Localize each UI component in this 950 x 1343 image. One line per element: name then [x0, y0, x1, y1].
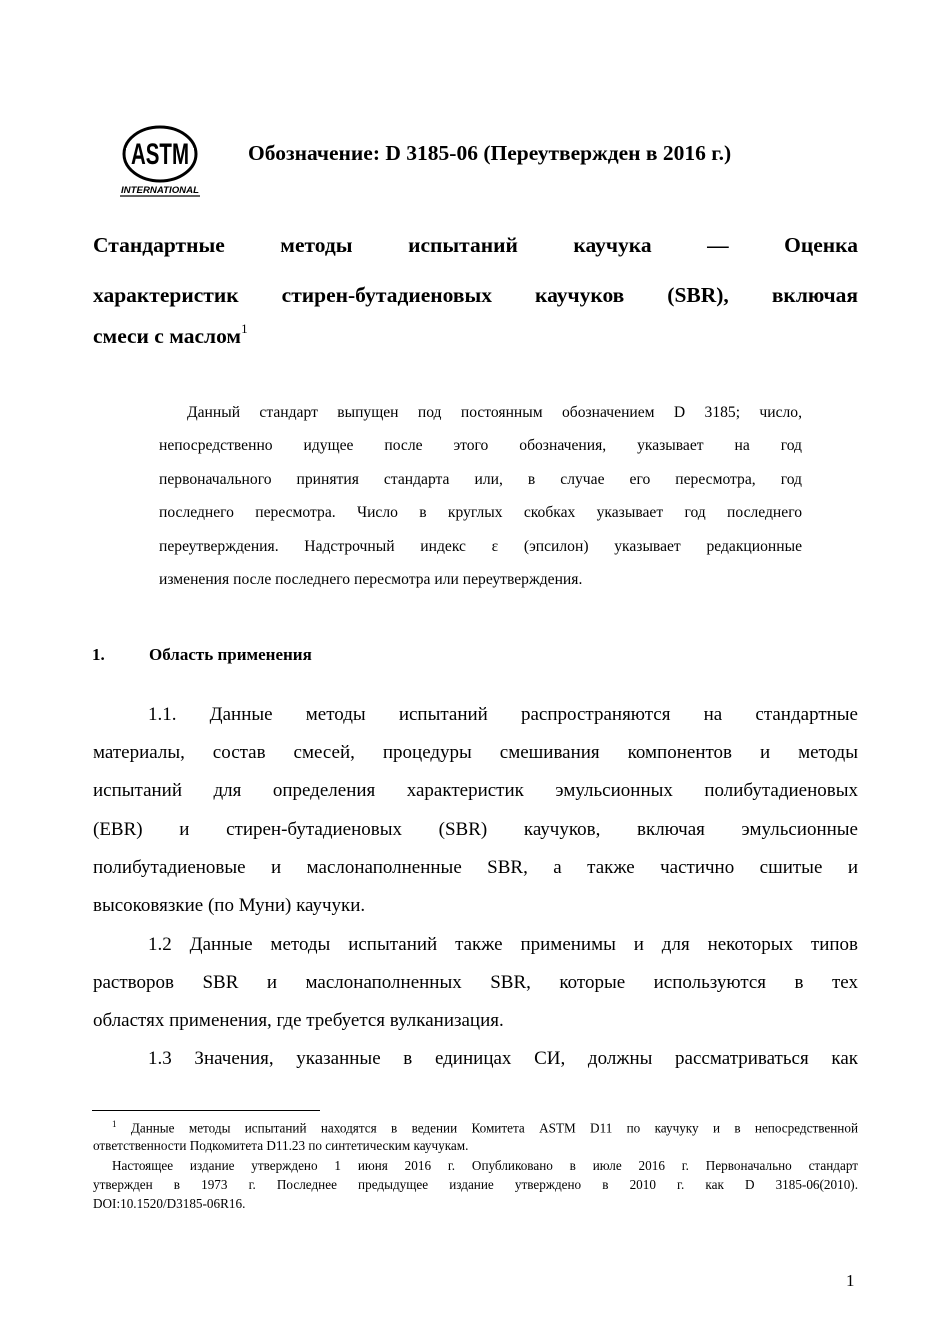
footnote-line [112, 1119, 858, 1136]
body-line: полибутадиеновые и маслонаполненные SBR, а также частично сшитые и [93, 857, 858, 878]
footnote-line: Настоящее издание утверждено 1 июня 2016 г. Опубликовано в июле 2016 г. Первоначально стандарт [112, 1158, 858, 1173]
logo-text-bottom: INTERNATIONAL [121, 185, 200, 196]
page-number: 1 [846, 1271, 855, 1290]
section-number: 1. [92, 645, 105, 664]
preface-line: первоначального принятия стандарта или, в случае его пересмотра, год [159, 471, 802, 488]
footnote-text: Данные методы испытаний находятся в ведении Комитета ASTM D11 по каучуку и в непосредственной [130, 1120, 859, 1136]
title-line: Стандартные методы испытаний каучука — Оценка [93, 233, 858, 257]
section-title: Область применения [149, 645, 312, 664]
footnote-separator [92, 1110, 320, 1111]
footnote-reference: 1 [241, 321, 248, 336]
title-line: характеристик стирен-бутадиеновых каучуков (SBR), включая [93, 283, 858, 307]
body-line: материалы, состав смесей, процедуры смешивания компонентов и методы [93, 742, 858, 763]
body-line: 1.3 Значения, указанные в единицах СИ, должны рассматриваться как [148, 1048, 858, 1069]
body-line: растворов SBR и маслонаполненных SBR, которые используются в тех [93, 972, 858, 993]
preface-line: последнего пересмотра. Число в круглых скобках указывает год последнего [159, 504, 802, 521]
body-line: (EBR) и стирен-бутадиеновых (SBR) каучуков, включая эмульсионные [93, 819, 858, 840]
preface-line: Данный стандарт выпущен под постоянным обозначением D 3185; число, [187, 404, 802, 421]
preface-line: изменения после последнего пересмотра или переутверждения. [159, 571, 583, 588]
body-line: 1.2 Данные методы испытаний также применимы и для некоторых типов [148, 934, 858, 955]
footnote-line: ответственности Подкомитета D11.23 по синтетическим каучукам. [93, 1138, 469, 1153]
body-line: высоковязкие (по Муни) каучуки. [93, 895, 366, 916]
body-line: испытаний для определения характеристик эмульсионных полибутадиеновых [93, 780, 858, 801]
title-line [93, 323, 858, 349]
footnote-line: DOI:10.1520/D3185-06R16. [93, 1196, 246, 1211]
title-line-text: смеси с маслом [93, 324, 242, 349]
logo-text-top: ASTM [131, 138, 189, 171]
footnote-line: утвержден в 1973 г. Последнее предыдущее издание утверждено в 2010 г. как D 3185-06(2010). [93, 1177, 858, 1192]
preface-line: непосредственно идущее после этого обозначения, указывает на год [159, 437, 802, 454]
body-line: областях применения, где требуется вулканизация. [93, 1010, 504, 1031]
astm-logo-icon [118, 124, 202, 198]
body-line: 1.1. Данные методы испытаний распространяются на стандартные [148, 704, 858, 725]
document-designation: Обозначение: D 3185-06 (Переутвержден в 2016 г.) [248, 141, 732, 165]
preface-line: переутверждения. Надстрочный индекс ε (эпсилон) указывает редакционные [159, 538, 802, 555]
footnote-marker: 1 [112, 1119, 117, 1129]
